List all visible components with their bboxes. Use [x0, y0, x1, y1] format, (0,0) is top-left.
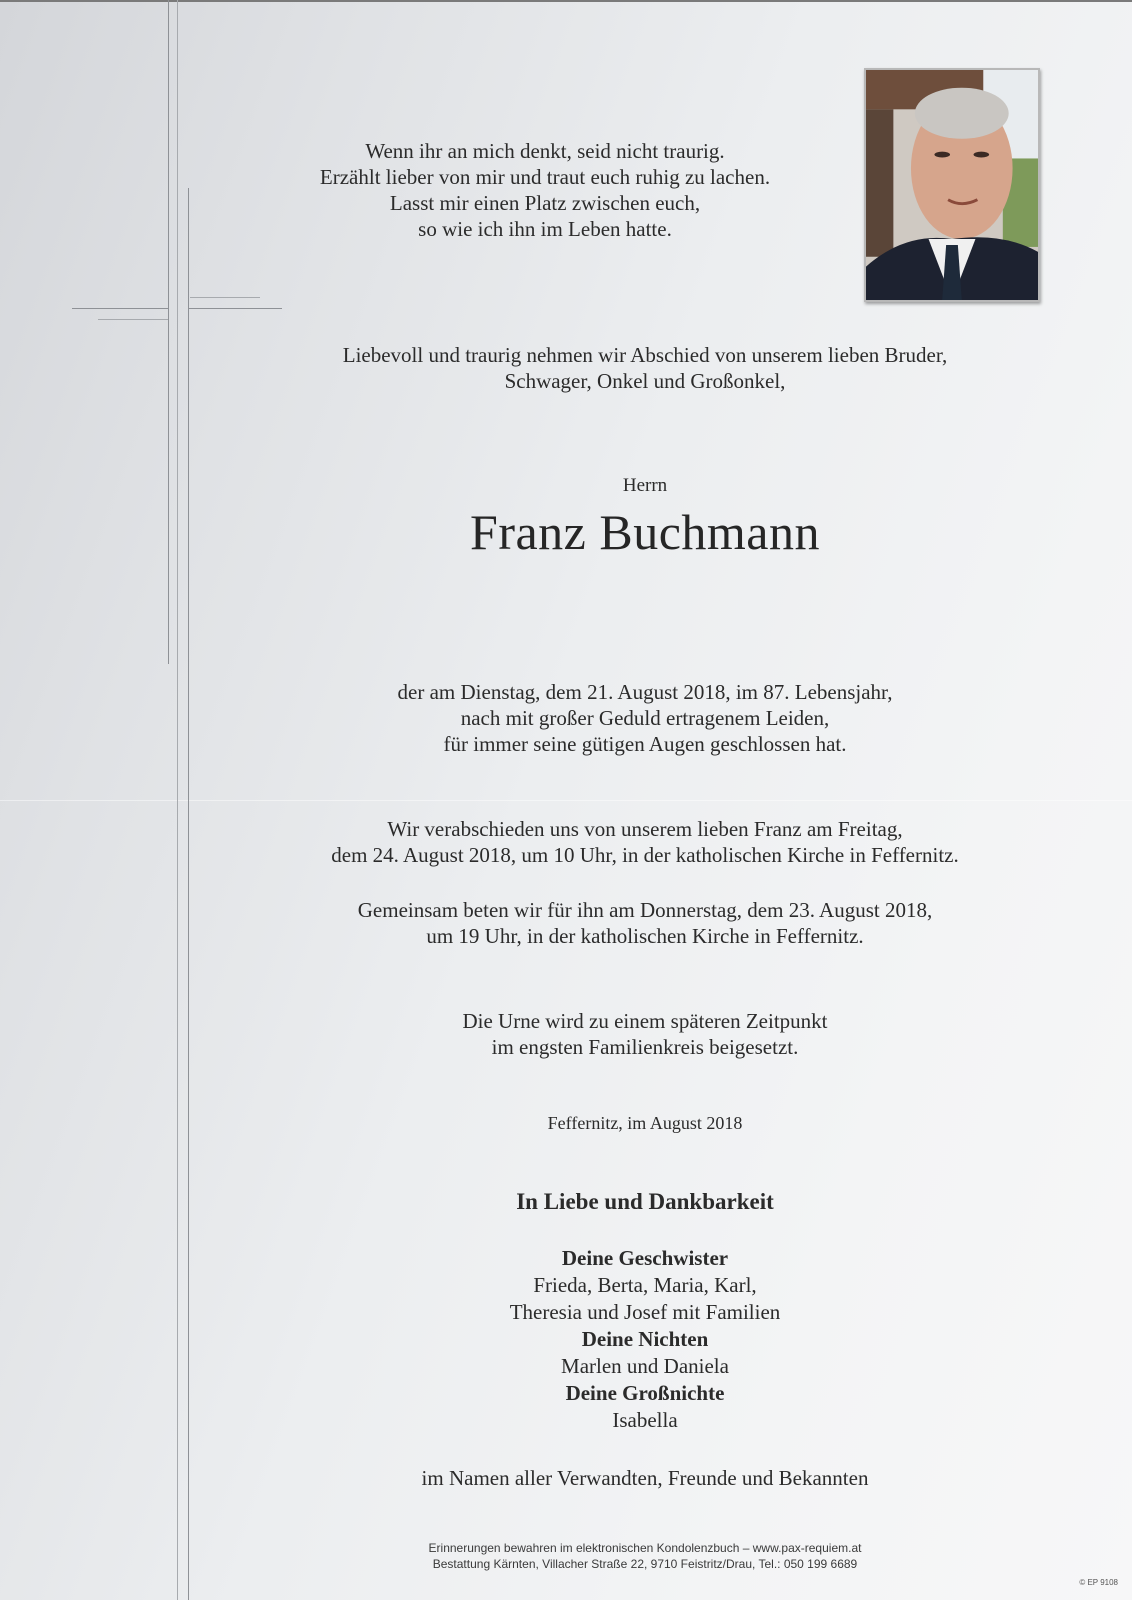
farewell-line: Wir verabschieden uns von unserem lieben Franz am Freitag, [387, 817, 903, 841]
poem-line: Wenn ihr an mich denkt, seid nicht traurig. [365, 139, 725, 163]
portrait-photo [864, 68, 1040, 302]
intro-line: Liebevoll und traurig nehmen wir Abschied von unserem lieben Bruder, [342, 343, 948, 367]
nieces-names: Marlen und Daniela [561, 1354, 729, 1378]
cross-outer-vertical [168, 0, 169, 664]
cross-outer-horizontal [72, 308, 168, 309]
top-edge [0, 0, 1132, 2]
cross-inner-vertical [188, 188, 189, 1600]
siblings-names: Theresia und Josef mit Familien [509, 1300, 781, 1324]
urn-text [270, 1008, 1020, 1060]
prayer-line: um 19 Uhr, in der katholischen Kirche in Feffernitz. [426, 924, 864, 948]
on-behalf-text: im Namen aller Verwandten, Freunde und Bekannten [421, 1466, 869, 1490]
cross-lower-left-horizontal [98, 319, 168, 320]
death-notice-line: der am Dienstag, dem 21. August 2018, im 87. Lebensjahr, [397, 680, 893, 704]
footer-line: Erinnerungen bewahren im elektronischen Kondolenzbuch – www.pax-requiem.at [428, 1541, 862, 1555]
prayer-text [270, 897, 1020, 949]
cross-outer-right-vertical [177, 0, 178, 1600]
poem-line: so wie ich ihn im Leben hatte. [418, 217, 672, 241]
grandniece-heading: Deine Großnichte [565, 1381, 725, 1405]
urn-line: Die Urne wird zu einem späteren Zeitpunkt [462, 1009, 828, 1033]
urn-line: im engsten Familienkreis beigesetzt. [491, 1035, 799, 1059]
closing-title: In Liebe und Dankbarkeit [516, 1189, 774, 1214]
farewell-text [270, 816, 1020, 868]
death-notice [270, 679, 1020, 757]
siblings-heading: Deine Geschwister [561, 1246, 729, 1270]
prayer-line: Gemeinsam beten wir für ihn am Donnerstag, dem 23. August 2018, [357, 898, 933, 922]
fold-line [0, 800, 1132, 801]
siblings-names: Frieda, Berta, Maria, Karl, [533, 1273, 757, 1297]
death-notice-line: für immer seine gütigen Augen geschlossen hat. [443, 732, 847, 756]
portrait-image [866, 70, 1038, 300]
nieces-heading: Deine Nichten [581, 1327, 709, 1351]
print-code: © EP 9108 [1079, 1578, 1118, 1587]
intro-line: Schwager, Onkel und Großonkel, [504, 369, 786, 393]
deceased-name: Franz Buchmann [470, 504, 820, 560]
cross-inner-upper-horizontal [190, 297, 260, 298]
farewell-line: dem 24. August 2018, um 10 Uhr, in der katholischen Kirche in Feffernitz. [331, 843, 959, 867]
footer-line: Bestattung Kärnten, Villacher Straße 22, 9710 Feistritz/Drau, Tel.: 050 199 6689 [432, 1557, 858, 1571]
poem [270, 138, 820, 242]
place-date: Feffernitz, im August 2018 [547, 1113, 743, 1133]
intro-text [270, 342, 1020, 394]
footer [270, 1540, 1020, 1572]
poem-line: Erzählt lieber von mir und traut euch ruhig zu lachen. [319, 165, 771, 189]
death-notice-line: nach mit großer Geduld ertragenem Leiden, [460, 706, 830, 730]
grandniece-name: Isabella [612, 1408, 678, 1432]
poem-line: Lasst mir einen Platz zwischen euch, [389, 191, 701, 215]
salutation: Herrn [622, 475, 668, 496]
cross-inner-horizontal [188, 308, 282, 309]
signature-block [270, 1245, 1020, 1434]
